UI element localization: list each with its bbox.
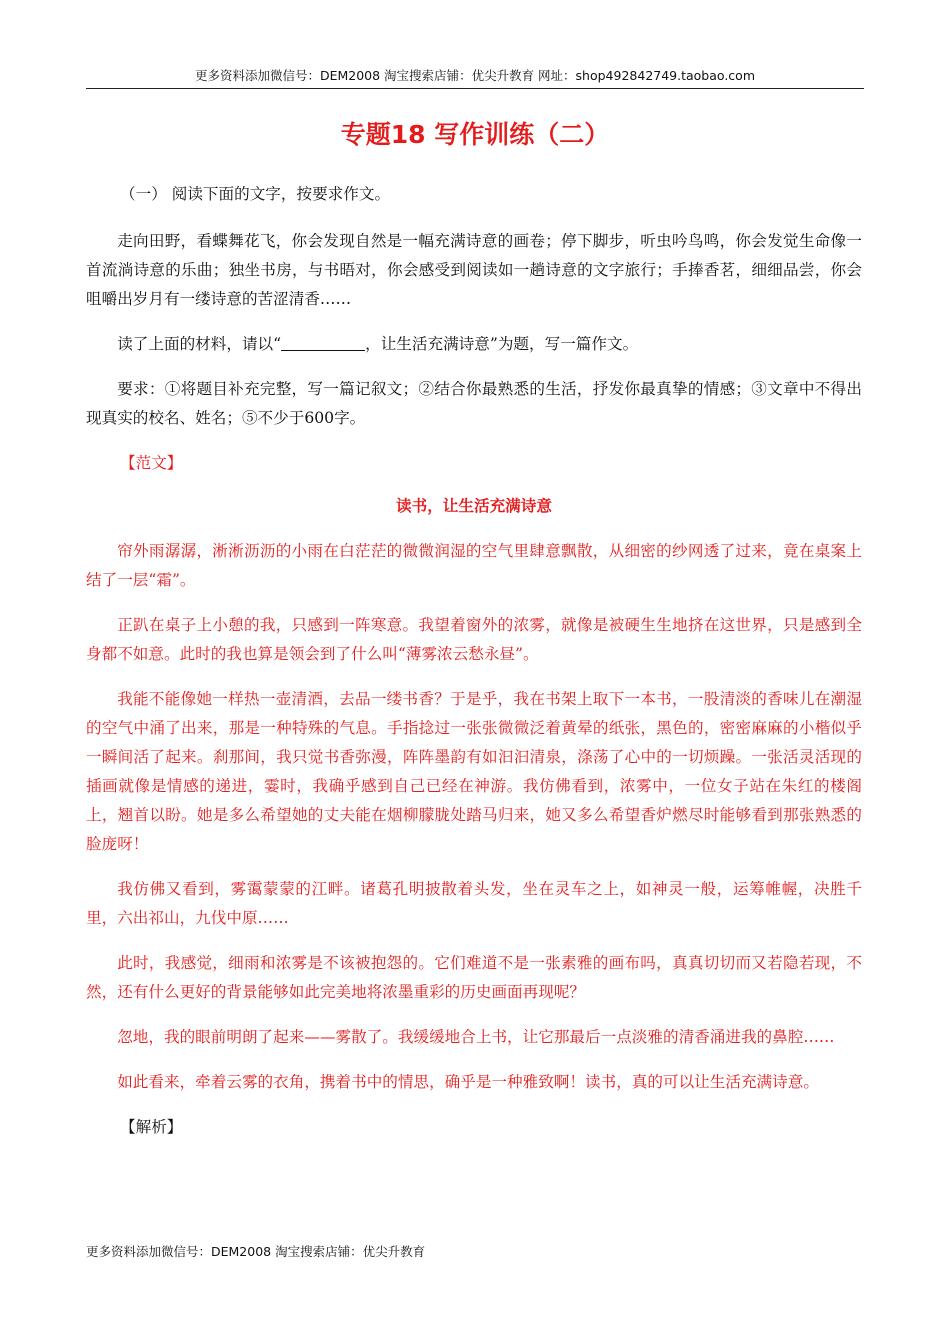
task-text-before: 读了上面的材料，请以“ xyxy=(117,335,282,353)
prompt-material: 走向田野，看蝶舞花飞，你会发现自然是一幅充满诗意的画卷；停下脚步，听虫吟鸟鸣，你会发觉生命像一首流淌诗意的乐曲；独坐书房，与书晤对，你会感受到阅读如一趟诗意的文字旅行；手捧香茗，细细品尝，你会咀嚼出岁月有一缕诗意的苦涩清香…… xyxy=(86,232,862,308)
analysis-label: 【解析】 xyxy=(120,1118,183,1136)
task-text-after: ，让生活充满诗意”为题，写一篇作文。 xyxy=(365,335,639,353)
sample-paragraph: 我能不能像她一样热一壶清酒，去品一缕书香？于是乎，我在书架上取下一本书，一股清淡的香味儿在潮湿的空气中涌了出来，那是一种特殊的气息。手指捻过一张张微微泛着黄晕的纸张，黑色的，密密麻麻的小楷似乎一瞬间活了起来。刹那间，我只觉书香弥漫，阵阵墨韵有如汩汩清泉，涤荡了心中的一切烦躁。一张活灵活现的插画就像是情感的递进，霎时，我确乎感到自己已经在神游。我仿佛看到，浓雾中，一位女子站在朱红的楼阁上，翘首以盼。她是多么希望她的丈夫能在烟柳朦胧处踏马归来，她又多么希望香炉燃尽时能够看到那张熟悉的脸庞呀！ xyxy=(86,690,862,853)
document-body xyxy=(86,180,862,1156)
page-footer: 更多资料添加微信号：DEM2008 淘宝搜索店铺：优尖升教育 xyxy=(86,1244,426,1259)
sample-paragraph: 帘外雨潺潺，淅淅沥沥的小雨在白茫茫的微微润湿的空气里肆意飘散，从细密的纱网透了过来，竟在桌案上结了一层“霜”。 xyxy=(86,542,862,589)
page-title: 专题18 写作训练（二） xyxy=(340,120,610,149)
page-header: 更多资料添加微信号：DEM2008 淘宝搜索店铺：优尖升教育 网址：shop492842749.taobao.com xyxy=(86,66,864,89)
title-blank xyxy=(281,334,365,351)
sample-paragraph: 此时，我感觉，细雨和浓雾是不该被抱怨的。它们难道不是一张素雅的画布吗，真真切切而又若隐若现，不然，还有什么更好的背景能够如此完美地将浓墨重彩的历史画面再现呢？ xyxy=(86,954,862,1001)
sample-paragraph: 我仿佛又看到，雾霭蒙蒙的江畔。诸葛孔明披散着头发，坐在灵车之上，如神灵一般，运筹帷幄，决胜千里，六出祁山，九伐中原…… xyxy=(86,880,862,927)
sample-paragraph: 正趴在桌子上小憩的我，只感到一阵寒意。我望着窗外的浓雾，就像是被硬生生地挤在这世界，只是感到全身都不如意。此时的我也算是领会到了什么叫“薄雾浓云愁永昼”。 xyxy=(86,616,862,663)
prompt-task xyxy=(86,330,862,359)
sample-label: 【范文】 xyxy=(120,454,183,472)
sample-title: 读书，让生活充满诗意 xyxy=(396,497,552,515)
prompt-intro: （一） 阅读下面的文字，按要求作文。 xyxy=(120,185,391,203)
sample-paragraph: 忽地，我的眼前明朗了起来——雾散了。我缓缓地合上书，让它那最后一点淡雅的清香涌进我的鼻腔…… xyxy=(117,1028,835,1046)
sample-paragraph: 如此看来，牵着云雾的衣角，携着书中的情思，确乎是一种雅致啊！读书，真的可以让生活充满诗意。 xyxy=(117,1073,819,1091)
prompt-requirements: 要求：①将题目补充完整，写一篇记叙文；②结合你最熟悉的生活，抒发你最真挚的情感；③文章中不得出现真实的校名、姓名；⑤不少于600字。 xyxy=(86,380,862,427)
